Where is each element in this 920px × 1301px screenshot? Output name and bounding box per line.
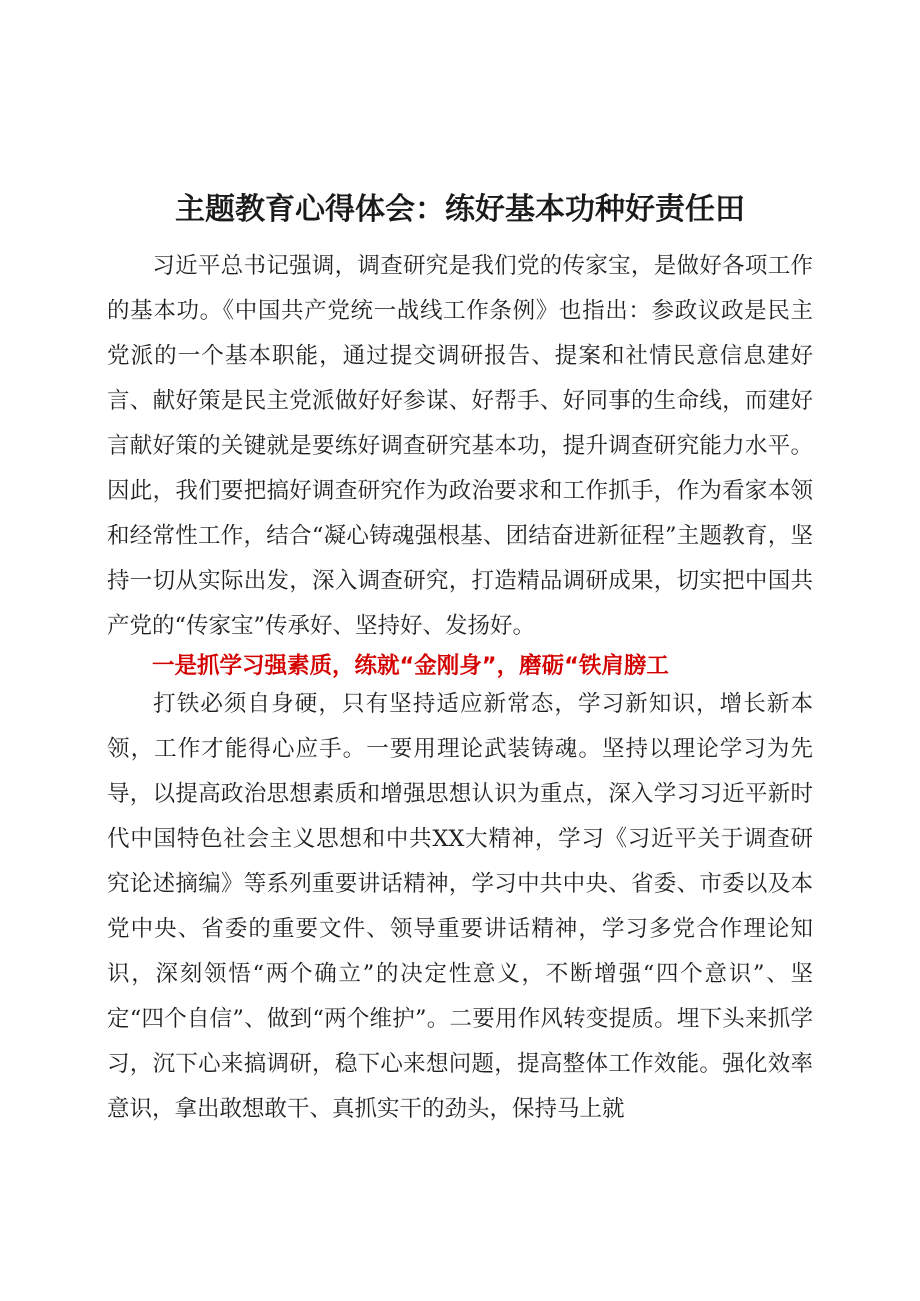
body-paragraph-intro [107, 244, 813, 649]
section-heading-1: 一是抓学习强素质，练就“金刚身”，磨砺“铁肩膀工 [152, 653, 669, 679]
paragraph-text: 打铁必须自身硬，只有坚持适应新常态，学习新知识，增长新本领，工作才能得心应手。一要用理论武装铸魂。坚持以理论学习为先导，以提高政治思想素质和增强思想认识为重点，深入学习习近平新时代中国特色社会主义思想和中共XX大精神，学习《习近平关于调查研究论述摘编》等系列重要讲话精神，学习中共中央、省委、市委以及本党中央、省委的重要文件、领导重要讲话精神，学习多党合作理论知识，深刻领悟“两个确立”的决定性意义，不断增强“四个意识”、坚定“四个自信”、做到“两个维护”。二要用作风转变提质。埋下头来抓学习，沉下心来搞调研，稳下心来想问题，提高整体工作效能。强化效率意识，拿出敢想敢干、真抓实干的劲头，保持马上就 [107, 691, 813, 1122]
paragraph-text: 习近平总书记强调，调查研究是我们党的传家宝，是做好各项工作的基本功。《中国共产党统一战线工作条例》也指出：参政议政是民主党派的一个基本职能，通过提交调研报告、提案和社情民意信息建好言、献好策是民主党派做好好参谋、好帮手、好同事的生命线，而建好言献好策的关键就是要练好调查研究基本功，提升调查研究能力水平。因此，我们要把搞好调查研究作为政治要求和工作抓手，作为看家本领和经常性工作，结合“凝心铸魂强根基、团结奋进新征程”主题教育，坚持一切从实际出发，深入调查研究，打造精品调研成果，切实把中国共产党的“传家宝”传承好、坚持好、发扬好。 [107, 253, 813, 639]
body-paragraph-section1 [107, 682, 813, 1132]
document-title: 主题教育心得体会：练好基本功种好责任田 [175, 192, 745, 227]
